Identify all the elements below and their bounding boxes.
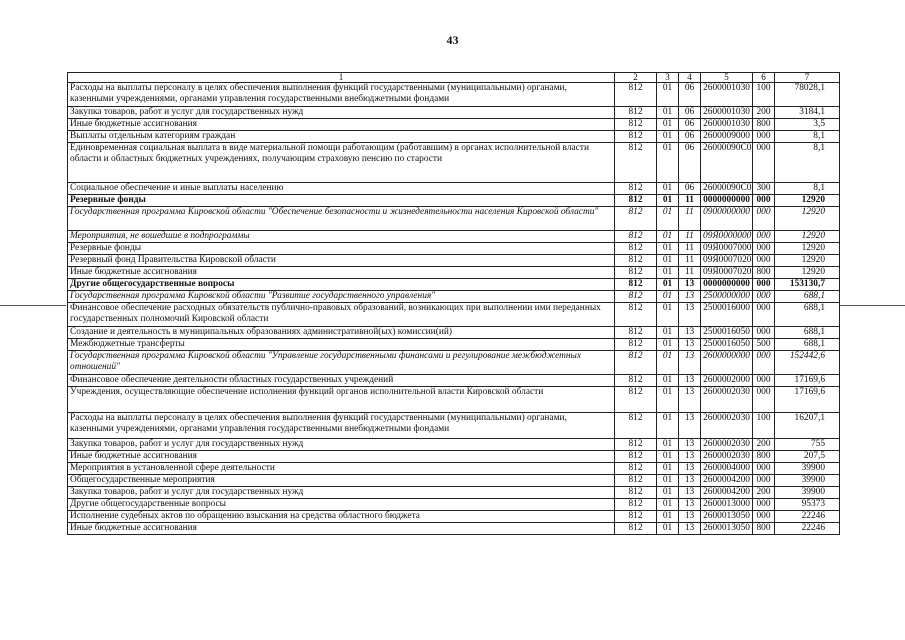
row-expense-type-code: 000	[753, 375, 775, 387]
row-expense-type-code: 500	[753, 339, 775, 351]
row-section-code: 01	[657, 291, 679, 303]
row-target-article-code: 2600002030	[701, 413, 753, 439]
row-expense-type-code: 000	[753, 243, 775, 255]
row-target-article-code: 2500016050	[701, 327, 753, 339]
row-target-article-code: 2600001030	[701, 83, 753, 107]
row-expense-type-code: 200	[753, 439, 775, 451]
row-section-code: 01	[657, 499, 679, 511]
row-target-article-code: 09Я0007020	[701, 267, 753, 279]
table-row	[68, 83, 840, 107]
row-target-article-code: 2600001030	[701, 107, 753, 119]
row-name: Закупка товаров, работ и услуг для государственных нужд	[68, 439, 615, 451]
row-subsection-code: 06	[679, 131, 701, 143]
table-row	[68, 499, 840, 511]
row-grbs-code: 812	[615, 119, 657, 131]
row-name: Учреждения, осуществляющие обеспечение исполнения функций органов исполнительной власти Кировской области	[68, 387, 615, 413]
row-name: Финансовое обеспечение деятельности областных государственных учреждений	[68, 375, 615, 387]
table-row	[68, 375, 840, 387]
row-target-article-code: 2600013050	[701, 523, 753, 535]
header-col-1: 1	[68, 73, 615, 83]
table-row	[68, 463, 840, 475]
row-subsection-code: 13	[679, 327, 701, 339]
row-amount: 207,5	[775, 451, 840, 463]
header-col-6: 6	[753, 73, 775, 83]
row-name: Закупка товаров, работ и услуг для государственных нужд	[68, 107, 615, 119]
row-amount: 688,1	[775, 327, 840, 339]
table-body	[68, 83, 840, 535]
row-expense-type-code: 000	[753, 131, 775, 143]
table-row	[68, 413, 840, 439]
row-amount: 12920	[775, 195, 840, 207]
row-section-code: 01	[657, 195, 679, 207]
row-section-code: 01	[657, 143, 679, 183]
row-subsection-code: 13	[679, 387, 701, 413]
row-name: Государственная программа Кировской области "Обеспечение безопасности и жизнедеятельности населения Кировской области"	[68, 207, 615, 231]
row-amount: 39900	[775, 475, 840, 487]
row-name: Единовременная социальная выплата в виде материальной помощи работающим (работавшим) в органах исполнительной власти области и областных бюджетных учреждениях, получающим страховую пенсию по старости	[68, 143, 615, 183]
table-row	[68, 255, 840, 267]
header-col-2: 2	[615, 73, 657, 83]
row-grbs-code: 812	[615, 463, 657, 475]
row-target-article-code: 2600004200	[701, 487, 753, 499]
row-expense-type-code: 000	[753, 499, 775, 511]
row-section-code: 01	[657, 131, 679, 143]
table-header-row	[68, 73, 840, 83]
header-col-4: 4	[679, 73, 701, 83]
row-section-code: 01	[657, 83, 679, 107]
row-name: Закупка товаров, работ и услуг для государственных нужд	[68, 487, 615, 499]
row-expense-type-code: 800	[753, 451, 775, 463]
row-target-article-code: 2500016050	[701, 339, 753, 351]
row-target-article-code: 2600013000	[701, 499, 753, 511]
row-amount: 12920	[775, 243, 840, 255]
table-row	[68, 303, 840, 327]
table-row	[68, 291, 840, 303]
row-amount: 688,1	[775, 339, 840, 351]
row-name: Социальное обеспечение и иные выплаты населению	[68, 183, 615, 195]
row-subsection-code: 06	[679, 83, 701, 107]
row-subsection-code: 11	[679, 231, 701, 243]
table-row	[68, 231, 840, 243]
row-subsection-code: 13	[679, 339, 701, 351]
row-subsection-code: 13	[679, 451, 701, 463]
row-name: Финансовое обеспечение расходных обязательств публично-правовых образований, возникающих при выполнении ими переданных государственных полномочий Кировской области	[68, 303, 615, 327]
row-name: Иные бюджетные ассигнования	[68, 451, 615, 463]
row-name: Расходы на выплаты персоналу в целях обеспечения выполнения функций государственными (муниципальными) органами, казенными учреждениями, органами управления государственными внебюджетными фондами	[68, 83, 615, 107]
row-subsection-code: 13	[679, 463, 701, 475]
row-name: Другие общегосударственные вопросы	[68, 499, 615, 511]
row-subsection-code: 06	[679, 143, 701, 183]
row-amount: 39900	[775, 463, 840, 475]
row-target-article-code: 09Я0000000	[701, 231, 753, 243]
row-grbs-code: 812	[615, 499, 657, 511]
row-subsection-code: 13	[679, 487, 701, 499]
row-expense-type-code: 000	[753, 279, 775, 291]
row-expense-type-code: 100	[753, 83, 775, 107]
row-target-article-code: 2600001030	[701, 119, 753, 131]
row-section-code: 01	[657, 387, 679, 413]
row-grbs-code: 812	[615, 279, 657, 291]
row-name: Иные бюджетные ассигнования	[68, 523, 615, 535]
row-target-article-code: 2600002030	[701, 451, 753, 463]
row-subsection-code: 13	[679, 303, 701, 327]
table-row	[68, 511, 840, 523]
row-target-article-code: 2600000000	[701, 351, 753, 375]
header-col-3: 3	[657, 73, 679, 83]
table-row	[68, 195, 840, 207]
row-subsection-code: 11	[679, 255, 701, 267]
row-name: Создание и деятельность в муниципальных образованиях административной(ых) комиссии(ий)	[68, 327, 615, 339]
row-subsection-code: 06	[679, 107, 701, 119]
row-section-code: 01	[657, 511, 679, 523]
table-row	[68, 451, 840, 463]
row-section-code: 01	[657, 119, 679, 131]
row-target-article-code: 2600002000	[701, 375, 753, 387]
row-grbs-code: 812	[615, 327, 657, 339]
row-name: Государственная программа Кировской области "Развитие государственного управления"	[68, 291, 615, 303]
row-expense-type-code: 000	[753, 511, 775, 523]
row-amount: 8,1	[775, 131, 840, 143]
row-amount: 95373	[775, 499, 840, 511]
row-grbs-code: 812	[615, 231, 657, 243]
table-row	[68, 279, 840, 291]
row-section-code: 01	[657, 255, 679, 267]
row-expense-type-code: 000	[753, 387, 775, 413]
row-section-code: 01	[657, 451, 679, 463]
row-name: Общегосударственные мероприятия	[68, 475, 615, 487]
row-section-code: 01	[657, 375, 679, 387]
row-target-article-code: 26000090С0	[701, 183, 753, 195]
table-row	[68, 387, 840, 413]
row-amount: 755	[775, 439, 840, 451]
row-section-code: 01	[657, 243, 679, 255]
row-name: Государственная программа Кировской области "Управление государственными финансами и регулирование межбюджетных отношений"	[68, 351, 615, 375]
row-grbs-code: 812	[615, 375, 657, 387]
table-row	[68, 207, 840, 231]
row-grbs-code: 812	[615, 131, 657, 143]
row-name: Резервный фонд Правительства Кировской области	[68, 255, 615, 267]
row-grbs-code: 812	[615, 207, 657, 231]
row-grbs-code: 812	[615, 303, 657, 327]
edge-mark-right	[840, 305, 905, 306]
row-section-code: 01	[657, 183, 679, 195]
row-target-article-code: 2600004000	[701, 463, 753, 475]
row-expense-type-code: 300	[753, 183, 775, 195]
row-amount: 39900	[775, 487, 840, 499]
row-amount: 152442,6	[775, 351, 840, 375]
row-subsection-code: 11	[679, 267, 701, 279]
row-grbs-code: 812	[615, 351, 657, 375]
row-target-article-code: 2500000000	[701, 291, 753, 303]
row-target-article-code: 09Я0007020	[701, 255, 753, 267]
row-amount: 17169,6	[775, 375, 840, 387]
row-section-code: 01	[657, 487, 679, 499]
row-expense-type-code: 800	[753, 119, 775, 131]
row-section-code: 01	[657, 523, 679, 535]
row-subsection-code: 11	[679, 207, 701, 231]
row-subsection-code: 06	[679, 183, 701, 195]
row-section-code: 01	[657, 327, 679, 339]
row-target-article-code: 2600002030	[701, 387, 753, 413]
row-grbs-code: 812	[615, 511, 657, 523]
row-section-code: 01	[657, 351, 679, 375]
row-expense-type-code: 800	[753, 523, 775, 535]
row-expense-type-code: 200	[753, 487, 775, 499]
row-subsection-code: 13	[679, 279, 701, 291]
row-target-article-code: 2600009000	[701, 131, 753, 143]
row-expense-type-code: 000	[753, 195, 775, 207]
table-row	[68, 267, 840, 279]
table-row	[68, 439, 840, 451]
row-subsection-code: 13	[679, 439, 701, 451]
row-grbs-code: 812	[615, 451, 657, 463]
row-grbs-code: 812	[615, 475, 657, 487]
row-amount: 12920	[775, 231, 840, 243]
row-amount: 3184,1	[775, 107, 840, 119]
row-name: Иные бюджетные ассигнования	[68, 267, 615, 279]
row-expense-type-code: 000	[753, 463, 775, 475]
row-grbs-code: 812	[615, 487, 657, 499]
row-section-code: 01	[657, 267, 679, 279]
row-section-code: 01	[657, 279, 679, 291]
row-amount: 153130,7	[775, 279, 840, 291]
row-grbs-code: 812	[615, 83, 657, 107]
row-section-code: 01	[657, 463, 679, 475]
row-grbs-code: 812	[615, 339, 657, 351]
row-subsection-code: 06	[679, 119, 701, 131]
row-grbs-code: 812	[615, 387, 657, 413]
budget-table	[67, 72, 840, 535]
row-subsection-code: 11	[679, 243, 701, 255]
row-subsection-code: 13	[679, 523, 701, 535]
row-section-code: 01	[657, 231, 679, 243]
table-row	[68, 131, 840, 143]
row-grbs-code: 812	[615, 291, 657, 303]
row-amount: 22246	[775, 523, 840, 535]
table-row	[68, 183, 840, 195]
row-expense-type-code: 000	[753, 351, 775, 375]
table-row	[68, 487, 840, 499]
row-name: Резервные фонды	[68, 195, 615, 207]
row-target-article-code: 26000090С0	[701, 143, 753, 183]
row-target-article-code: 2600013050	[701, 511, 753, 523]
row-expense-type-code: 200	[753, 107, 775, 119]
row-subsection-code: 13	[679, 511, 701, 523]
row-section-code: 01	[657, 339, 679, 351]
row-expense-type-code: 000	[753, 143, 775, 183]
row-expense-type-code: 800	[753, 267, 775, 279]
row-amount: 16207,1	[775, 413, 840, 439]
row-name: Иные бюджетные ассигнования	[68, 119, 615, 131]
row-amount: 22246	[775, 511, 840, 523]
row-expense-type-code: 100	[753, 413, 775, 439]
row-subsection-code: 13	[679, 499, 701, 511]
row-amount: 688,1	[775, 303, 840, 327]
row-grbs-code: 812	[615, 267, 657, 279]
table-row	[68, 107, 840, 119]
row-amount: 78028,1	[775, 83, 840, 107]
row-amount: 17169,6	[775, 387, 840, 413]
table-row	[68, 339, 840, 351]
row-grbs-code: 812	[615, 255, 657, 267]
table-row	[68, 327, 840, 339]
table-row	[68, 243, 840, 255]
row-section-code: 01	[657, 439, 679, 451]
row-amount: 688,1	[775, 291, 840, 303]
row-expense-type-code: 000	[753, 255, 775, 267]
row-name: Исполнение судебных актов по обращению взыскания на средства областного бюджета	[68, 511, 615, 523]
row-amount: 12920	[775, 255, 840, 267]
row-expense-type-code: 000	[753, 231, 775, 243]
row-name: Межбюджетные трансферты	[68, 339, 615, 351]
row-section-code: 01	[657, 107, 679, 119]
row-target-article-code: 0900000000	[701, 207, 753, 231]
header-col-5: 5	[701, 73, 753, 83]
header-col-7: 7	[775, 73, 840, 83]
row-name: Мероприятия в установленной сфере деятельности	[68, 463, 615, 475]
row-name: Другие общегосударственные вопросы	[68, 279, 615, 291]
row-amount: 12920	[775, 207, 840, 231]
table-row	[68, 351, 840, 375]
row-section-code: 01	[657, 413, 679, 439]
table-row	[68, 143, 840, 183]
row-expense-type-code: 000	[753, 303, 775, 327]
row-expense-type-code: 000	[753, 327, 775, 339]
row-target-article-code: 2600004200	[701, 475, 753, 487]
row-name: Расходы на выплаты персоналу в целях обеспечения выполнения функций государственными (муниципальными) органами, казенными учреждениями, органами управления государственными внебюджетными фондами	[68, 413, 615, 439]
row-name: Выплаты отдельным категориям граждан	[68, 131, 615, 143]
row-grbs-code: 812	[615, 413, 657, 439]
row-target-article-code: 2600002030	[701, 439, 753, 451]
row-grbs-code: 812	[615, 107, 657, 119]
row-amount: 8,1	[775, 183, 840, 195]
row-target-article-code: 2500016000	[701, 303, 753, 327]
table-row	[68, 119, 840, 131]
row-amount: 8,1	[775, 143, 840, 183]
row-grbs-code: 812	[615, 195, 657, 207]
row-subsection-code: 13	[679, 291, 701, 303]
budget-table-container	[67, 72, 839, 535]
row-section-code: 01	[657, 475, 679, 487]
row-amount: 3,5	[775, 119, 840, 131]
table-row	[68, 523, 840, 535]
edge-mark-left	[0, 305, 66, 306]
table-row	[68, 475, 840, 487]
row-subsection-code: 13	[679, 475, 701, 487]
row-grbs-code: 812	[615, 183, 657, 195]
row-subsection-code: 13	[679, 375, 701, 387]
page-number: 43	[446, 33, 459, 47]
row-grbs-code: 812	[615, 523, 657, 535]
row-expense-type-code: 000	[753, 475, 775, 487]
row-name: Резервные фонды	[68, 243, 615, 255]
row-expense-type-code: 000	[753, 291, 775, 303]
row-target-article-code: 09Я0007000	[701, 243, 753, 255]
row-amount: 12920	[775, 267, 840, 279]
row-subsection-code: 13	[679, 413, 701, 439]
row-expense-type-code: 000	[753, 207, 775, 231]
row-target-article-code: 0000000000	[701, 279, 753, 291]
row-grbs-code: 812	[615, 143, 657, 183]
row-grbs-code: 812	[615, 439, 657, 451]
row-grbs-code: 812	[615, 243, 657, 255]
row-subsection-code: 13	[679, 351, 701, 375]
row-section-code: 01	[657, 207, 679, 231]
row-subsection-code: 11	[679, 195, 701, 207]
row-section-code: 01	[657, 303, 679, 327]
row-name: Мероприятия, не вошедшие в подпрограммы	[68, 231, 615, 243]
row-target-article-code: 0000000000	[701, 195, 753, 207]
